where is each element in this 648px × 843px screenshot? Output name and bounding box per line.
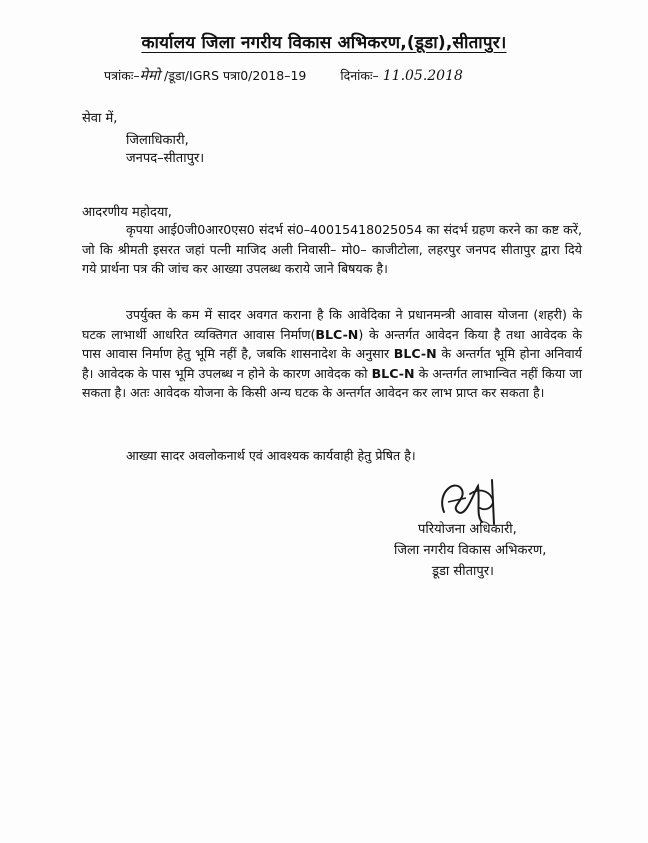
paragraph-reference: कृपया आई0जी0आर0एस0 संदर्भ सं0–40015418025054 का संदर्भ ग्रहण करने का कष्ट करें, जो कि श्रीमती इसरत जहां पत्नी माजिद अली निवासी– मो0– काजीटोला, लहरपुर जनपद सीतापुर द्वारा दिये गये प्रार्थना पत्र की जांच कर आख्या उपलब्ध कराये जाने बिषयक है। xyxy=(82,222,582,276)
date-handwritten: 11.05.2018 xyxy=(382,68,463,84)
scheme-code: BLC-N xyxy=(315,326,359,342)
ref-handwritten: मेमो xyxy=(139,68,160,84)
address-district: जनपद–सीतापुर। xyxy=(126,151,205,166)
signatory-office: जिला नगरीय विकास अभिकरण, xyxy=(394,543,547,558)
paragraph-closing: आख्या सादर अवलोकनार्थ एवं आवश्यक कार्यवाही हेतु प्रेषित है। xyxy=(126,448,416,463)
scheme-code: BLC-N xyxy=(393,346,437,361)
scheme-code: BLC-N xyxy=(371,365,415,381)
salutation: आदरणीय महोदया, xyxy=(82,205,172,220)
office-heading xyxy=(0,30,648,53)
paragraph-details: उपर्युक्त के कम में सादर अवगत कराना है कि आवेदिका ने प्रधानमन्त्री आवास योजना (शहरी) के घटक लाभार्थी आधरित व्यक्तिगत आवास निर्माण(BLC-N) के अन्तर्गत आवेदन किया है तथा आवेदक के पास आवास निर्माण हेतु भूमि नहीं है, जबकि शासनादेश के अनुसार BLC-N के अन्तर्गत भूमि होना अनिवार्य है। आवेदक के पास भूमि उपलब्ध न होने के कारण आवेदक को BLC-N के अन्तर्गत लाभान्वित नहीं किया जा सकता है। अतः आवेदक योजना के किसी अन्य घटक के अन्तर्गत आवेदन कर लाभ प्राप्त कर सकता है। xyxy=(82,307,582,400)
address-recipient: जिलाधिकारी, xyxy=(126,133,189,148)
ref-prefix: पत्रांकः– xyxy=(104,68,140,83)
address-to: सेवा में, xyxy=(82,111,118,126)
office-heading-text: कार्यालय जिला नगरीय विकास अभिकरण,(डूडा),सीतापुर। xyxy=(141,33,507,53)
reference-line xyxy=(104,66,463,85)
signatory-designation: परियोजना अधिकारी, xyxy=(418,522,517,537)
signatory-location: डूडा सीतापुर। xyxy=(432,564,494,579)
date-label: दिनांकः– xyxy=(340,68,379,83)
ref-suffix: /डूडा/IGRS पत्रा0/2018–19 xyxy=(163,68,307,83)
